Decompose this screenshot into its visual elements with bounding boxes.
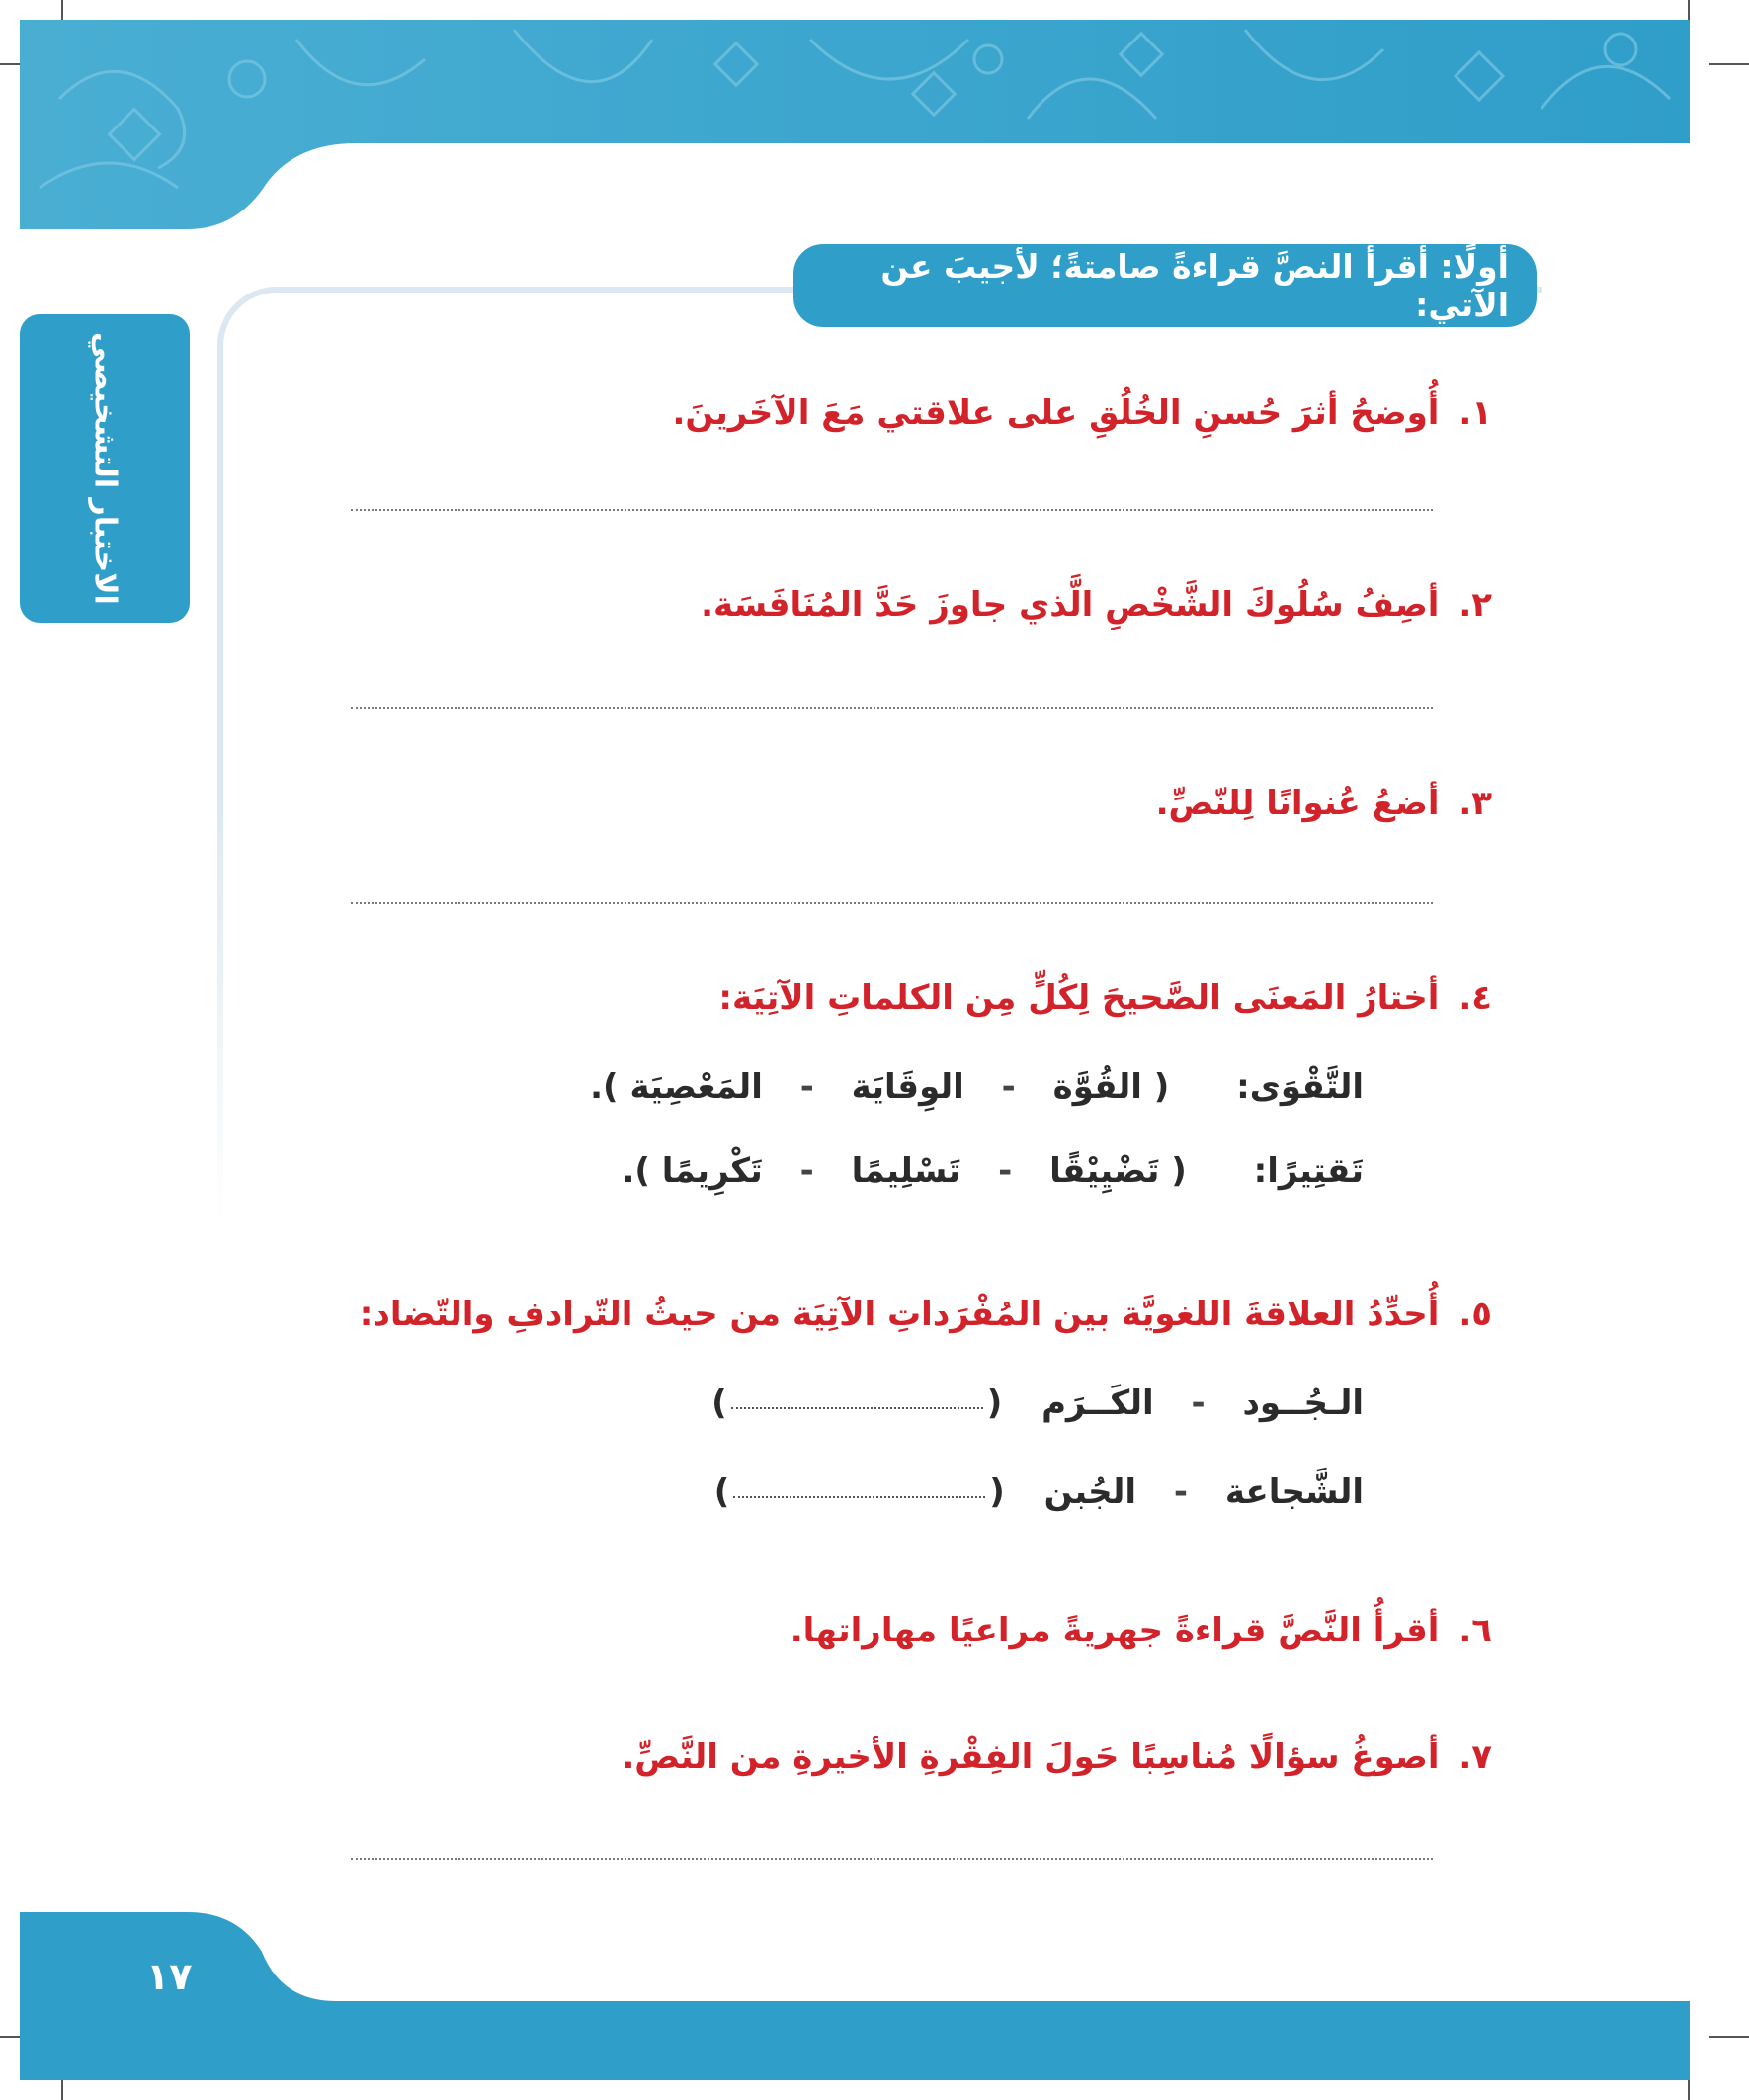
- page-number: ١٧: [146, 1955, 193, 1998]
- vocab-row-1: [590, 1067, 1364, 1107]
- question-5: [360, 1295, 1492, 1334]
- question-text: أضعُ عُنوانًا لِلنّصِّ.: [1155, 784, 1440, 823]
- question-number: ٤.: [1458, 978, 1492, 1018]
- question-6: [791, 1611, 1492, 1650]
- separator: -: [998, 1151, 1013, 1191]
- vocab-row-2: [622, 1151, 1364, 1191]
- header-band: [0, 0, 1749, 257]
- question-text: أُحدِّدُ العلاقةَ اللغويَّة بين المُفْرَداتِ الآتِيَة من حيثُ التّرادفِ والتّضاد:: [359, 1295, 1440, 1334]
- close-paren: ): [713, 1472, 730, 1512]
- relation-row-1: [711, 1384, 1364, 1423]
- question-number: ١.: [1458, 393, 1492, 433]
- open-paren: (: [989, 1472, 1005, 1512]
- open-paren: (: [986, 1384, 1003, 1423]
- header-pattern: [0, 0, 1749, 257]
- relation-blank[interactable]: [733, 1490, 985, 1498]
- question-text: أختارُ المَعنَى الصَّحيحَ لِكُلٍّ مِن الكلماتِ الآتِيَة:: [718, 978, 1440, 1018]
- question-3: [1156, 784, 1492, 823]
- relation-blank[interactable]: [731, 1401, 983, 1409]
- footer-shape: [20, 1912, 1690, 2080]
- question-number: ٣.: [1458, 784, 1492, 823]
- relation-word-b: الكَــرَم: [1041, 1384, 1154, 1423]
- question-text: أصِفُ سُلُوكَ الشَّخْصِ الَّذي جاوزَ حَدَّ المُنَافَسَة.: [701, 585, 1440, 625]
- separator: -: [799, 1151, 814, 1191]
- separator: -: [799, 1067, 814, 1107]
- vocab-option[interactable]: تَسْلِيمًا: [851, 1151, 961, 1191]
- content-frame: [217, 287, 1542, 1834]
- question-2: [701, 585, 1492, 625]
- frame-fade: [211, 791, 231, 1878]
- relation-word-b: الجُبن: [1043, 1472, 1137, 1512]
- vocab-option[interactable]: تَضْيِيْقًا: [1049, 1151, 1160, 1191]
- question-number: ٦.: [1458, 1611, 1492, 1650]
- question-number: ٥.: [1458, 1295, 1492, 1334]
- footer-band: [20, 1912, 1690, 2080]
- vocab-word: التَّقْوَى:: [1236, 1067, 1364, 1107]
- answer-line-7[interactable]: [351, 1858, 1433, 1860]
- separator: -: [1001, 1067, 1016, 1107]
- open-paren: (: [1171, 1151, 1187, 1191]
- crop-mark: [1709, 2036, 1749, 2038]
- relation-word-a: الشَّجاعة: [1224, 1472, 1364, 1512]
- section-title: أولًا: أقرأُ النصَّ قراءةً صامتةً؛ لأجيبَ عن الآتي:: [880, 247, 1509, 324]
- close-paren: ): [711, 1384, 727, 1423]
- open-paren: (: [1153, 1067, 1170, 1107]
- side-tab: [20, 314, 190, 623]
- vocab-option[interactable]: الوِقَايَة: [851, 1067, 964, 1107]
- answer-line-1[interactable]: [351, 509, 1433, 511]
- section-title-pill: [793, 244, 1537, 327]
- question-text: أُوضحُ أثرَ حُسنِ الخُلُقِ على علاقتي مَعَ الآخَرينَ.: [672, 393, 1440, 433]
- relation-row-2: [714, 1472, 1364, 1512]
- question-text: أصوغُ سؤالًا مُناسِبًا حَولَ الفِقْرةِ الأخيرةِ من النَّصِّ.: [622, 1737, 1440, 1777]
- question-1: [672, 393, 1492, 433]
- close-paren: ).: [622, 1151, 650, 1191]
- vocab-word: تَقتِيرًا:: [1253, 1151, 1364, 1191]
- question-4: [718, 978, 1492, 1018]
- separator: -: [1191, 1384, 1206, 1423]
- vocab-option[interactable]: المَعْصِيَة: [629, 1067, 763, 1107]
- vocab-option[interactable]: تَكْرِيمًا: [661, 1151, 763, 1191]
- question-7: [622, 1737, 1492, 1777]
- close-paren: ).: [590, 1067, 619, 1107]
- separator: -: [1173, 1472, 1189, 1512]
- vocab-option[interactable]: القُوَّة: [1052, 1067, 1142, 1107]
- question-text: أقرأُ النَّصَّ قراءةً جهريةً مراعيًا مهاراتها.: [790, 1611, 1440, 1650]
- side-tab-label: الاختبار التشخيصي: [87, 332, 123, 605]
- question-number: ٢.: [1458, 585, 1492, 625]
- answer-line-2[interactable]: [351, 707, 1433, 709]
- answer-line-3[interactable]: [351, 902, 1433, 904]
- relation-word-a: الـجُــود: [1242, 1384, 1364, 1423]
- question-number: ٧.: [1458, 1737, 1492, 1777]
